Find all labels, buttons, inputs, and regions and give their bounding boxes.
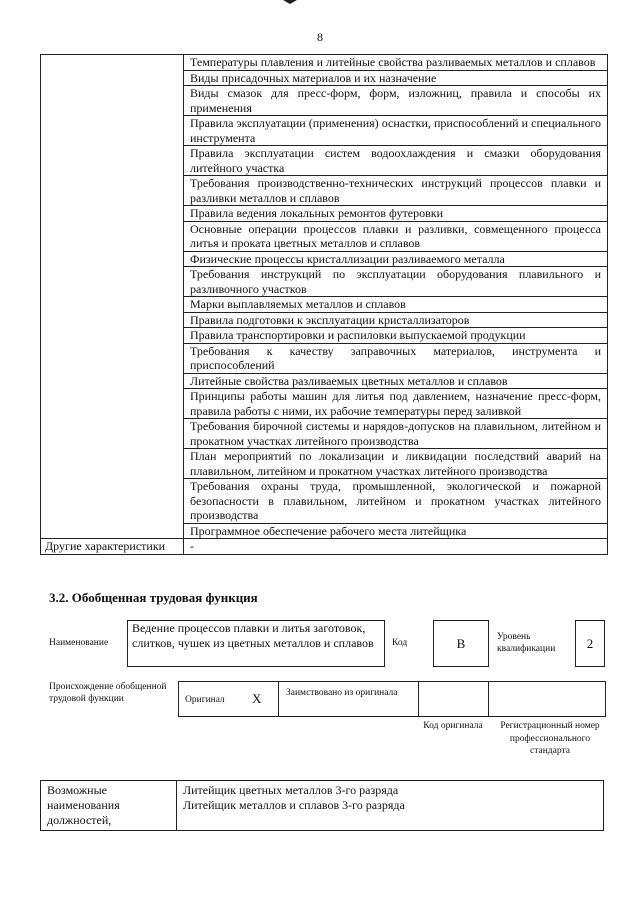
requirement-text: Правила эксплуатации (применения) оснастки, приспособлений и специального инструмента bbox=[184, 116, 608, 146]
requirements-left-cell bbox=[41, 55, 184, 539]
positions-values bbox=[177, 781, 604, 831]
requirement-text: Правила ведения локальных ремонтов футеровки bbox=[184, 206, 608, 222]
requirement-text: Требования бирочной системы и нарядов-допусков на плавильном, литейном и прокатном участках литейного производства bbox=[184, 419, 608, 449]
requirement-text: Требования производственно-технических инструкций процессов плавки и разливки металлов и сплавов bbox=[184, 176, 608, 206]
origin-label: Происхождение обобщенной трудовой функции bbox=[49, 682, 167, 704]
level-value: 2 bbox=[586, 636, 594, 651]
original-label: Оригинал bbox=[185, 695, 225, 705]
requirement-row bbox=[41, 55, 608, 71]
positions-row bbox=[41, 781, 604, 831]
requirement-text: Правила подготовки к эксплуатации кристаллизаторов bbox=[184, 312, 608, 328]
requirement-text: Требования охраны труда, промышленной, экологической и пожарной безопасности в плавильном, литейном и прокатном участках литейного производства bbox=[184, 479, 608, 524]
other-characteristics-label: Другие характеристики bbox=[41, 539, 184, 555]
origin-divider-2 bbox=[418, 681, 419, 717]
code-label: Код bbox=[392, 638, 408, 648]
other-characteristics-value: - bbox=[184, 539, 608, 555]
requirement-text: Правила транспортировки и распиловки выпускаемой продукции bbox=[184, 328, 608, 344]
requirement-text: Температуры плавления и литейные свойства разливаемых металлов и сплавов bbox=[184, 55, 608, 71]
requirement-text: Основные операции процессов плавки и разливки, совмещенного процесса литья и проката цветных металлов и сплавов bbox=[184, 221, 608, 251]
other-characteristics-row bbox=[41, 539, 608, 555]
scan-mark-icon bbox=[283, 0, 297, 4]
requirement-text: Марки выплавляемых металлов и сплавов bbox=[184, 297, 608, 313]
positions-table bbox=[40, 780, 604, 831]
name-value: Ведение процессов плавки и литья заготовок, слитков, чушек из цветных металлов и сплавов bbox=[132, 621, 374, 650]
requirement-text: Программное обеспечение рабочего места литейщика bbox=[184, 523, 608, 539]
borrowed-label: Заимствовано из оригинала bbox=[286, 688, 398, 698]
requirement-text: Правила эксплуатации систем водоохлаждения и смазки оборудования литейного участка bbox=[184, 146, 608, 176]
positions-label: Возможные наименования должностей, bbox=[41, 781, 177, 831]
section-title: 3.2. Обобщенная трудовая функция bbox=[49, 590, 258, 605]
requirement-text: Физические процессы кристаллизации разливаемого металла bbox=[184, 251, 608, 267]
code-original-label: Код оригинала bbox=[423, 721, 483, 731]
requirement-text: Литейные свойства разливаемых цветных металлов и сплавов bbox=[184, 373, 608, 389]
requirement-text: Принципы работы машин для литья под давлением, назначение пресс-форм, правила работы с ними, их рабочие температуры перед заливкой bbox=[184, 389, 608, 419]
position-name: Литейщик цветных металлов 3-го разряда bbox=[183, 783, 399, 797]
requirement-text: Требования к качеству заправочных материалов, инструмента и приспособлений bbox=[184, 343, 608, 373]
code-value: B bbox=[456, 636, 466, 651]
requirements-table bbox=[40, 54, 608, 555]
original-mark: X bbox=[252, 691, 262, 706]
origin-divider-1 bbox=[278, 681, 279, 717]
reg-number-label: Регистрационный номер профессионального стандарта bbox=[500, 721, 600, 756]
requirement-text: Требования инструкций по эксплуатации оборудования плавильного и разливочного участков bbox=[184, 267, 608, 297]
level-label: Уровень квалификации bbox=[497, 632, 556, 654]
name-label: Наименование bbox=[49, 638, 109, 648]
position-name: Литейщик металлов и сплавов 3-го разряда bbox=[183, 798, 405, 812]
page-number: 8 bbox=[317, 30, 323, 44]
origin-divider-3 bbox=[488, 681, 489, 717]
requirement-text: План мероприятий по локализации и ликвидации последствий аварий на плавильном, литейном и прокатном участках литейного производства bbox=[184, 449, 608, 479]
requirement-text: Виды присадочных материалов и их назначение bbox=[184, 70, 608, 86]
requirement-text: Виды смазок для пресс-форм, форм, изложниц, правила и способы их применения bbox=[184, 86, 608, 116]
